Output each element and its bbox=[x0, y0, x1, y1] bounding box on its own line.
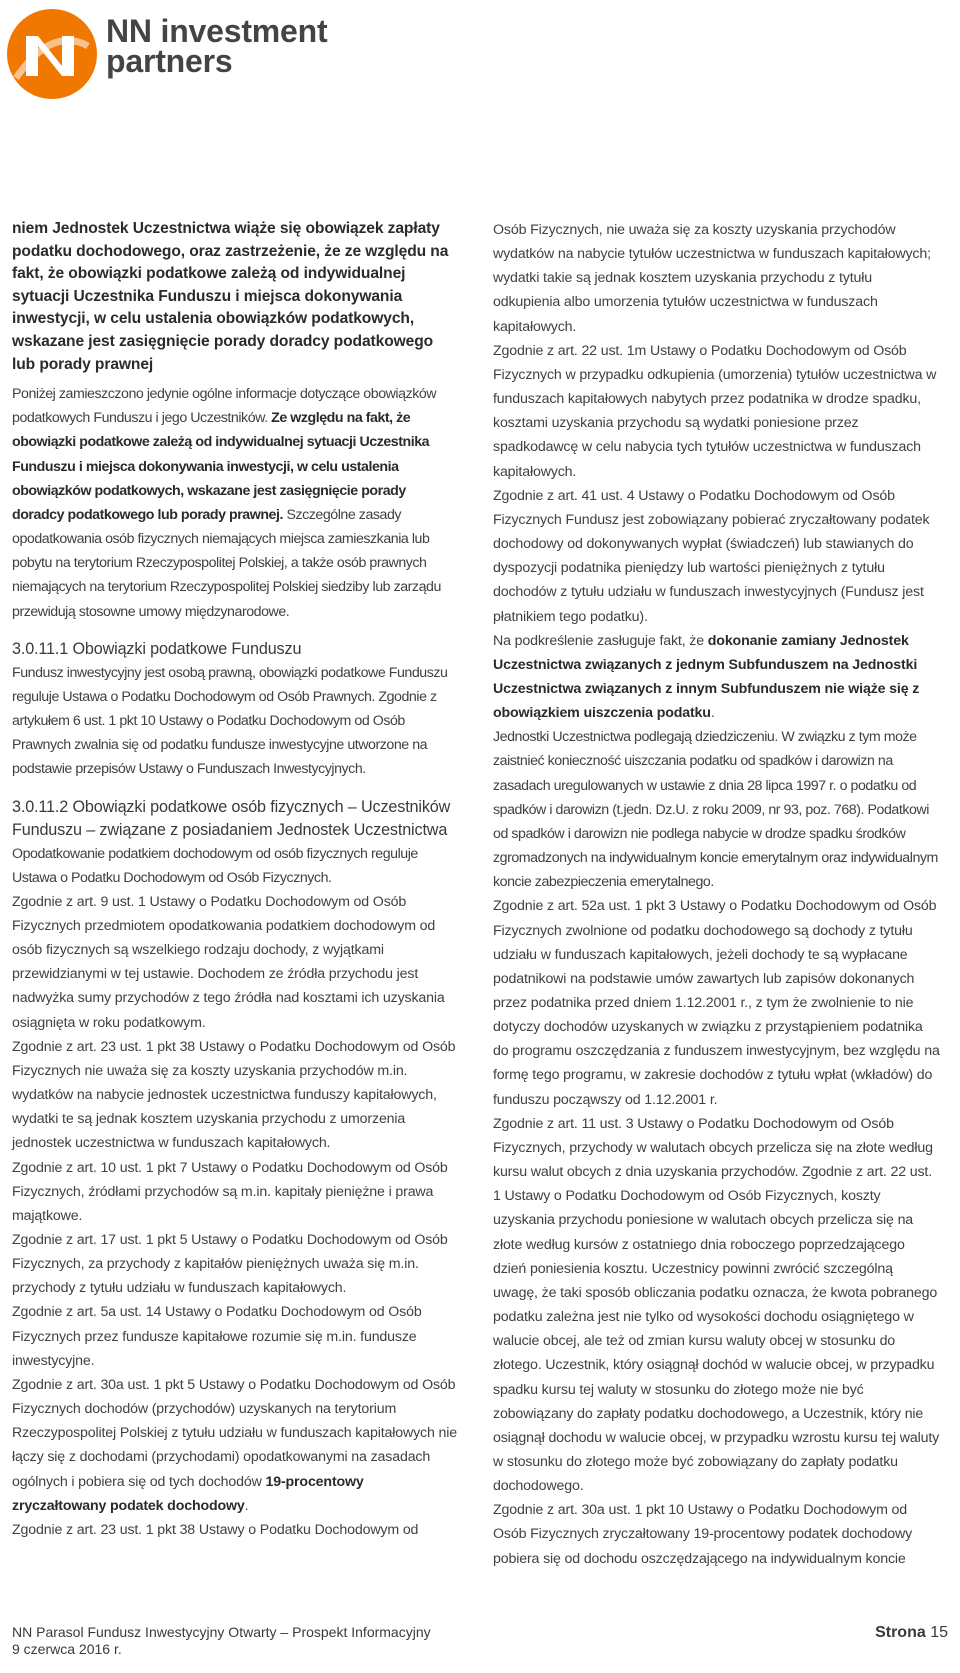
brand-line-1: NN investment bbox=[106, 13, 328, 49]
paragraph: Zgodnie z art. 22 ust. 1m Ustawy o Podatku Dochodowym od Osób Fizycznych w przypadku odkupienia (umorzenia) tytułów uczestnictwa w funduszach kapitałowych nabytych przez podatnika w drodze spadku, kosztami uzyskania przychodu są wydatki poniesione przez spadkodawcę w celu nabycia tych tytułów uczestnictwa w funduszach kapitałowych. bbox=[493, 342, 937, 480]
page-footer bbox=[12, 1624, 956, 1658]
page-label: Strona bbox=[875, 1624, 926, 1641]
paragraph: Zgodnie z art. 23 ust. 1 pkt 38 Ustawy o Podatku Dochodowym od Osób Fizycznych nie uważa się za koszty uzyskania przychodów m.in. wydatków na nabycie jednostek uczestnictwa funduszy kapitałowych, wydatki te są jednak kosztem uzyskania przychodu z umorzenia jednostek uczestnictwa w funduszach kapitałowych. bbox=[12, 1038, 456, 1152]
tax-treaty-text: Szczególne zasady opodatkowania osób fizycznych niemających miejsca zamieszkania lub pobytu na terytorium Rzeczypospolitej Polskiej, a także osób prawnych niemających na terytorium Rzeczypospolitej Polskiej siedziby lub zarządu przewidują stosowne umowy międzynarodowe. bbox=[12, 506, 441, 620]
footer-doc-name: Prospekt Informacyjny bbox=[292, 1624, 431, 1640]
paragraph: Jednostki Uczestnictwa podlegają dziedziczeniu. W związku z tym może zaistnieć konieczność uiszczania podatku od spadków i darowizn na zasadach uregulowanych w ustawie z dnia 28 lipca 1997 r. o podatku od spadków i darowizn (t.jedn. Dz.U. z roku 2009, nr 93, poz. 768). Podatkowi od spadków i darowizn nie podlega nabycie w drodze spadku środków zgromadzonych na indywidualnym koncie emerytalnym oraz indywidualnym koncie zabezpieczenia emerytalnego. bbox=[493, 729, 938, 891]
unit-exchange-bold: dokonanie zamiany Jednostek Uczestnictwa związanych z jednym Subfunduszem na Jednostki Uczestnictwa związanych z innym Subfunduszem nie wiąże się z obowiązkiem uiszczenia podatku bbox=[493, 632, 920, 722]
paragraph: Zgodnie z art. 41 ust. 4 Ustawy o Podatku Dochodowym od Osób Fizycznych Fundusz jest zobowiązany pobierać zryczałtowany podatek dochodowy od dokonywanych wypłat (świadczeń) lub stawianych do dyspozycji podatnika pieniędzy lub wartości pieniężnych z tytułu dochodów z tytułu udziału w funduszach inwestycyjnych (Fundusz jest płatnikiem tego podatku). bbox=[493, 487, 930, 625]
paragraph: Opodatkowanie podatkiem dochodowym od osób fizycznych reguluje Ustawa o Podatku Dochodowym od Osób Fizycznych. bbox=[12, 845, 418, 886]
footer-fund-name: NN Parasol Fundusz Inwestycyjny Otwarty bbox=[12, 1624, 277, 1640]
paragraph: Zgodnie z art. 5a ust. 14 Ustawy o Podatku Dochodowym od Osób Fizycznych przez fundusze kapitałowe rozumie się m.in. fundusze inwestycyjne. bbox=[12, 1304, 422, 1369]
tax-intro-paragraph bbox=[12, 382, 460, 624]
brand-line-2: partners bbox=[106, 43, 233, 79]
page-number-value: 15 bbox=[930, 1624, 948, 1641]
nn-logo-icon bbox=[4, 6, 100, 102]
left-column bbox=[12, 218, 460, 1542]
period: . bbox=[710, 705, 715, 722]
footer-document-title bbox=[12, 1624, 956, 1641]
section-heading-fund-tax: 3.0.11.1 Obowiązki podatkowe Funduszu bbox=[12, 639, 302, 658]
period: . bbox=[244, 1497, 249, 1514]
tax-intro-text: Poniżej zamieszczono jedynie ogólne informacje dotyczące obowiązków podatkowych Funduszu i jego Uczestników. bbox=[12, 386, 437, 427]
paragraph: Zgodnie z art. 9 ust. 1 Ustawy o Podatku Dochodowym od Osób Fizycznych przedmiotem opodatkowania podatkiem dochodowym od osób fizycznych są wszelkiego rodzaju dochody, z wyjątkami przewidzianymi w tej ustawie. Dochodem ze źródła przychodu jest nadwyżka sumy przychodów z tego źródła nad kosztami ich uzyskania osiągnięta w roku podatkowym. bbox=[12, 893, 445, 1031]
fund-tax-paragraph: Fundusz inwestycyjny jest osobą prawną, obowiązki podatkowe Funduszu reguluje Ustawa o Podatku Dochodowym od Osób Prawnych. Zgodnie z artykułem 6 ust. 1 pkt 10 Ustawy o Podatku Dochodowym od Osób Prawnych zwalnia się od podatku fundusze inwestycyjne utworzone na podstawie przepisów Ustawy o Funduszach Inwestycyjnych. bbox=[12, 664, 448, 778]
paragraph: Osób Fizycznych, nie uważa się za koszty uzyskania przychodów wydatków na nabycie tytułów uczestnictwa w funduszach kapitałowych; wydatki takie są jednak kosztem uzyskania przychodu z tytułu odkupienia albo umorzenia tytułów uczestnictwa w funduszach kapitałowych. bbox=[493, 222, 931, 335]
paragraph: Zgodnie z art. 10 ust. 1 pkt 7 Ustawy o Podatku Dochodowym od Osób Fizycznych, źródłami przychodów są m.in. kapitały pieniężne i prawa majątkowe. bbox=[12, 1159, 448, 1224]
lead-paragraph: niem Jednostek Uczestnictwa wiąże się obowiązek zapłaty podatku dochodowego, oraz zastrzeżenie, że ze względu na fakt, że obowiązki podatkowe zależą od indywidualnej sytuacji Uczestnika Funduszu i miejsca dokonywania inwestycji, w celu ustalenia obowiązków podatkowych, wskazane jest zasięgnięcie porady doradcy podatkowego lub porady prawnej bbox=[12, 220, 449, 373]
right-column bbox=[493, 218, 941, 1571]
paragraph: Zgodnie z art. 52a ust. 1 pkt 3 Ustawy o Podatku Dochodowym od Osób Fizycznych zwolnione od podatku dochodowego są dochody z tytułu udziału w funduszach kapitałowych, jeżeli dochody te są wypłacane podatnikowi na podstawie umów zawartych lub zapisów dokonanych przez podatnika przed dniem 1.12.2001 r., z tym że zwolnienie to nie dotyczy dochodów uzyskanych w związku z przystąpieniem podatnika do programu oszczędzania z funduszem inwestycyjnym, bez względu na formę tego programu, w zakresie dochodów z tytułu wpłat (wkładów) do funduszu począwszy od 1.12.2001 r. bbox=[493, 898, 940, 1108]
nn-logo bbox=[4, 6, 364, 102]
section-heading-personal-tax: 3.0.11.2 Obowiązki podatkowe osób fizycznych – Uczestników Funduszu – związane z posiadaniem Jednostek Uczestnictwa bbox=[12, 797, 451, 839]
tax-advice-bold: Ze względu na fakt, że obowiązki podatkowe zależą od indywidualnej sytuacji Uczestnika Funduszu i miejsca dokonywania inwestycji, w celu ustalenia obowiązków podatkowych, wskazane jest zasięgnięcie porady doradcy podatkowego lub porady prawnej. bbox=[12, 410, 430, 523]
brand-name bbox=[106, 13, 328, 79]
flat-tax-text: Zgodnie z art. 30a ust. 1 pkt 5 Ustawy o Podatku Dochodowym od Osób Fizycznych dochodów (przychodów) uzyskanych na terytorium Rzeczypospolitej Polskiej z tytułu udziału w funduszach kapitałowych nie łączy się z dochodami (przychodami) opodatkowanymi na zasadach ogólnych i pobiera się od tych dochodów bbox=[12, 1376, 458, 1490]
emphasis-intro: Na podkreślenie zasługuje fakt, że bbox=[493, 632, 708, 649]
footer-separator: – bbox=[276, 1624, 293, 1640]
paragraph: Zgodnie z art. 11 ust. 3 Ustawy o Podatku Dochodowym od Osób Fizycznych, przychody w walutach obcych przelicza się na złote według kursu walut obcych z dnia uzyskania przychodów. Zgodnie z art. 22 ust. 1 Ustawy o Podatku Dochodowym od Osób Fizycznych, koszty uzyskania przychodu poniesione w walutach obcych przelicza się na złote według kursów z ostatniego dnia roboczego poprzedzającego dzień poniesienia kosztu. Uczestnicy powinni zwrócić szczególną uwagę, że taki sposób obliczania podatku oznacza, że kwota pobranego podatku zależna jest nie tylko od wysokości dochodu osiągniętego w walucie obcej, ale też od zmian kursu waluty obcej w stosunku do złotego. Uczestnik, który osiągnął dochód w walucie obcej, w przypadku spadku kursu tej waluty w stosunku do złotego może nie być zobowiązany do zapłaty podatku dochodowego, a Uczestnik, który nie osiągnął dochodu w walucie obcej, w przypadku wzrostu kursu tej waluty w stosunku do złotego może być zobowiązany do zapłaty podatku dochodowego. bbox=[493, 1115, 940, 1495]
paragraph: Zgodnie z art. 23 ust. 1 pkt 38 Ustawy o Podatku Dochodowym od bbox=[12, 1521, 419, 1538]
paragraph bbox=[493, 629, 941, 726]
flat-tax-bold: 19-procentowy zryczałtowany podatek dochodowy bbox=[12, 1473, 364, 1514]
paragraph bbox=[12, 1373, 460, 1518]
paragraph: Zgodnie z art. 17 ust. 1 pkt 5 Ustawy o Podatku Dochodowym od Osób Fizycznych, za przychody z kapitałów pieniężnych uważa się m.in. przychody z tytułu udziału w funduszach kapitałowych. bbox=[12, 1232, 448, 1297]
page-number bbox=[875, 1624, 948, 1641]
paragraph: Zgodnie z art. 30a ust. 1 pkt 10 Ustawy o Podatku Dochodowym od Osób Fizycznych zryczałtowany 19-procentowy podatek dochodowy pobiera się od dochodu oszczędzającego na indywidualnym koncie bbox=[493, 1502, 913, 1567]
footer-date: 9 czerwca 2016 r. bbox=[12, 1641, 122, 1657]
